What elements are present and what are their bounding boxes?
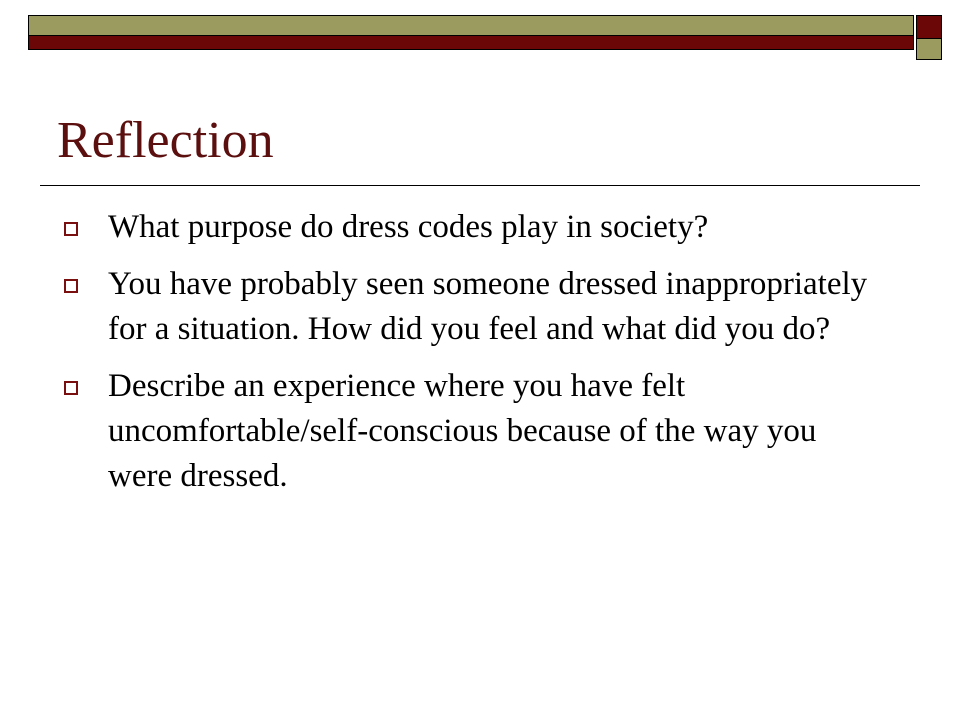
hollow-square-bullet-icon [64,222,78,236]
corner-square-olive [916,38,942,60]
bullet-text: You have probably seen someone dressed inappropriately for a situation. How did you feel and what did you do? [108,266,868,347]
header-band-red [28,35,914,50]
slide-title: Reflection [57,112,274,169]
title-underline [40,185,920,186]
bullet-text: What purpose do dress codes play in society? [108,209,709,245]
bullet-item [64,205,884,250]
bullet-text: Describe an experience where you have felt uncomfortable/self-conscious because of the way you were dressed. [108,368,817,494]
bullet-item [64,262,884,352]
hollow-square-bullet-icon [64,381,78,395]
corner-square-red [916,15,942,39]
hollow-square-bullet-icon [64,279,78,293]
header-band-olive [28,15,914,36]
bullet-list [64,205,884,511]
bullet-item [64,364,884,499]
